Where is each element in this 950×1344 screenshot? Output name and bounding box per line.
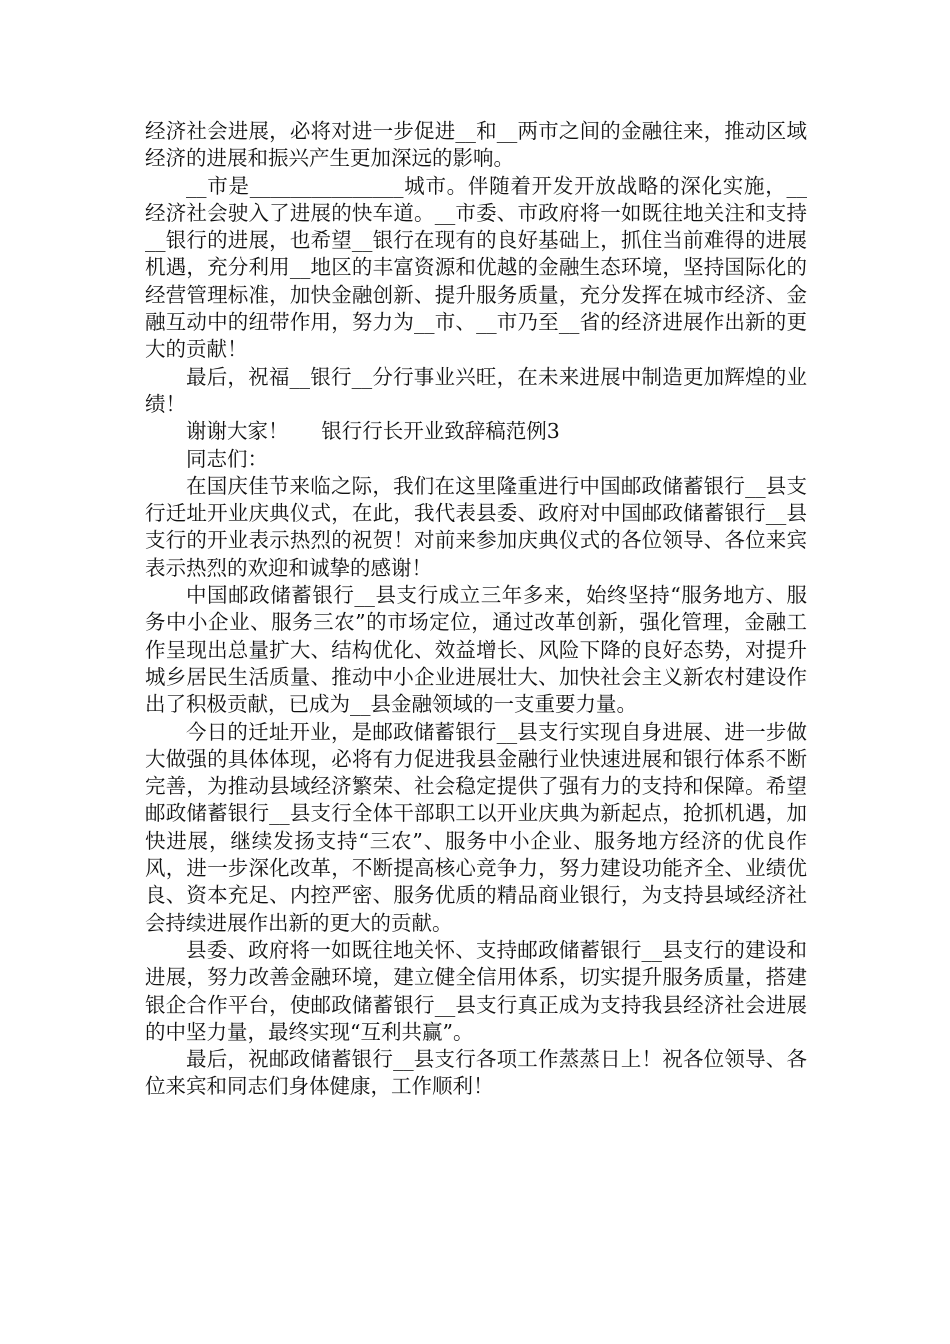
paragraph-branch-history: 中国邮政储蓄银行__县支行成立三年多来，始终坚持“服务地方、服务中小企业、服务三农”的市场定位，通过改革创新，强化管理，金融工作呈现出总量扩大、结构优化、效益增长、风险下降的良好态势，对提升城乡居民生活质量、推动中小企业进展壮大、加快社会主义新农村建设作出了积极贡献，已成为__县金融领域的一支重要力量。 [145, 583, 807, 717]
paragraph-relocation: 今日的迁址开业，是邮政储蓄银行__县支行实现自身进展、进一步做大做强的具体体现，必将有力促进我县金融行业快速进展和银行体系不断完善，为推动县域经济繁荣、社会稳定提供了强有力的支持和保障。希望邮政储蓄银行__县支行全体干部职工以开业庆典为新起点，抢抓机遇，加快进展，继续发扬支持“三农”、服务中小企业、服务地方经济的优良作风，进一步深化改革，不断提高核心竞争力，努力建设功能齐全、业绩优良、资本充足、内控严密、服务优质的精品商业银行，为支持县域经济社会持续进展作出新的更大的贡献。 [145, 719, 807, 935]
paragraph-continuation: 经济社会进展，必将对进一步促进__和__两市之间的金融往来，推动区域经济的进展和振兴产生更加深远的影响。 [145, 119, 807, 171]
thanks-and-section-title [145, 418, 807, 445]
section-title: 银行行长开业致辞稿范例3 [321, 419, 560, 444]
paragraph-closing-wish: 最后，祝福__银行__分行事业兴旺，在未来进展中制造更加辉煌的业绩！ [145, 364, 807, 416]
paragraph-government-support: 县委、政府将一如既往地关怀、支持邮政储蓄银行__县支行的建设和进展，努力改善金融环境，建立健全信用体系，切实提升服务质量，搭建银企合作平台，使邮政储蓄银行__县支行真正成为支持我县经济社会进展的中坚力量，最终实现“互利共赢”。 [145, 937, 807, 1044]
closing-thanks: 谢谢大家！ [186, 419, 289, 444]
paragraph-final-wishes: 最后，祝邮政储蓄银行__县支行各项工作蒸蒸日上！祝各位领导、各位来宾和同志们身体健康，工作顺利！ [145, 1047, 807, 1099]
document-body [145, 118, 807, 1101]
paragraph-opening-ceremony: 在国庆佳节来临之际，我们在这里隆重进行中国邮政储蓄银行__县支行迁址开业庆典仪式，在此，我代表县委、政府对中国邮政储蓄银行__县支行的开业表示热烈的祝贺！对前来参加庆典仪式的各位领导、各位来宾表示热烈的欢迎和诚挚的感谢！ [145, 473, 807, 580]
salutation: 同志们： [186, 446, 268, 471]
paragraph-city-support: __市是_______________城市。伴随着开发开放战略的深化实施，__经济社会驶入了进展的快车道。__市委、市政府将一如既往地关注和支持__银行的进展，也希望__银行在现有的良好基础上，抓住当前难得的进展机遇，充分利用__地区的丰富资源和优越的金融生态环境，坚持国际化的经营管理标准，加快金融创新、提升服务质量，充分发挥在城市经济、金融互动中的纽带作用，努力为__市、__市乃至__省的经济进展作出新的更大的贡献！ [145, 173, 807, 362]
